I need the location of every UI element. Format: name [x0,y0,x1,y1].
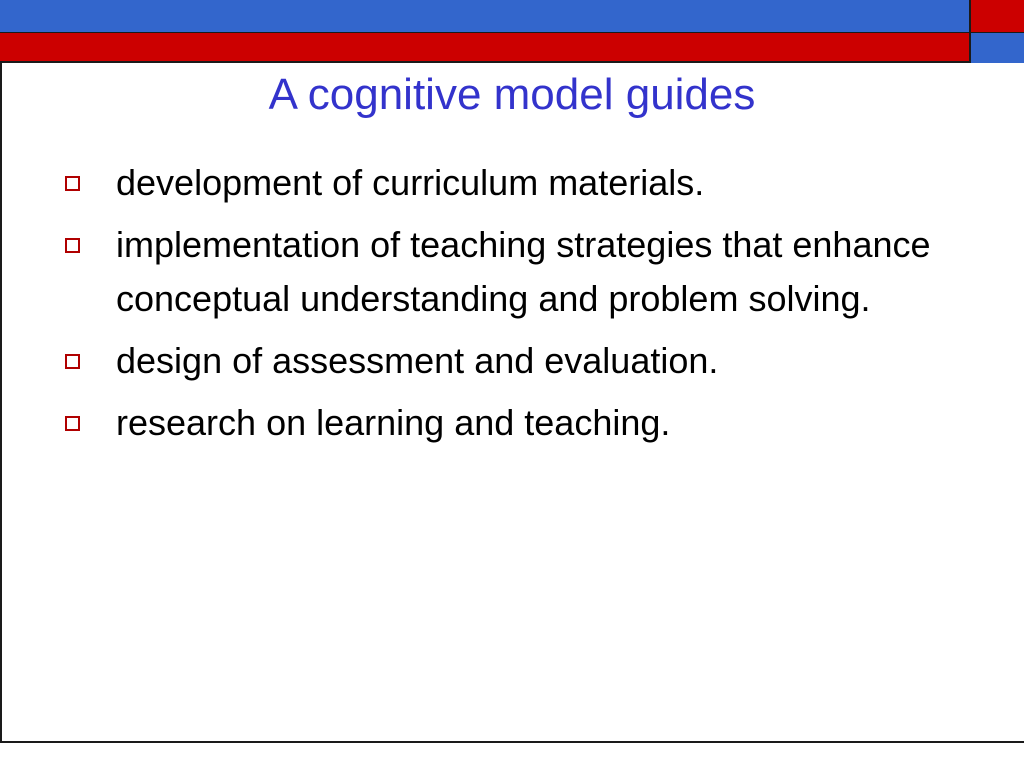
bullet-list [62,156,992,458]
bullet-text: research on learning and teaching. [116,402,671,443]
header-bar-red [0,33,969,63]
hollow-square-bullet-icon [65,176,80,191]
frame-left-line [0,63,2,743]
bullet-item [62,396,992,450]
slide-title: A cognitive model guides [268,70,756,119]
corner-square-red [969,0,1024,33]
frame-bottom-line [0,741,1024,743]
bullet-text: implementation of teaching strategies that enhance conceptual understanding and problem solving. [116,224,931,319]
hollow-square-bullet-icon [65,238,80,253]
corner-square-blue [969,33,1024,63]
bullet-item [62,334,992,388]
hollow-square-bullet-icon [65,354,80,369]
bullet-item [62,218,992,326]
bullet-text: design of assessment and evaluation. [116,340,719,381]
bullet-text: development of curriculum materials. [116,162,705,203]
header-bar-blue [0,0,969,33]
bullet-item [62,156,992,210]
hollow-square-bullet-icon [65,416,80,431]
